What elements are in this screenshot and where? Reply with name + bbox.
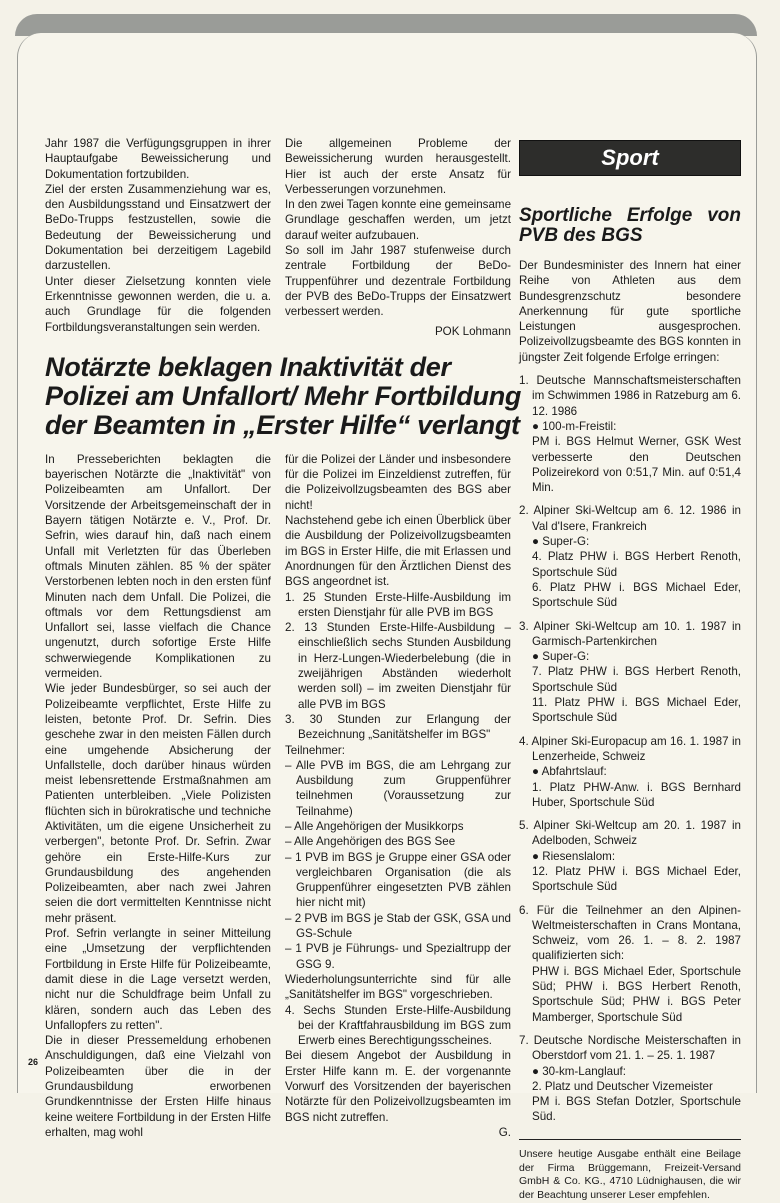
paragraph: Der Bundesminister des Innern hat einer Reihe von Athleten aus dem Bundesgrenzschutz besondere Anerkennung für gute sportliche Leistungen ausgesprochen. Polizeivollzugsbeamte des BGS konnten in jüngster Zeit folgende Erfolge erringen: — [519, 259, 741, 364]
event-heading: 7. Deutsche Nordische Meisterschaften in Oberstdorf vom 21. 1. – 25. 1. 1987 — [519, 1033, 741, 1063]
previous-article-mid-column — [285, 136, 511, 339]
article-headline: Notärzte beklagen Inaktivität der Polizei am Unfallort/ Mehr Fortbildung der Beamten in „Erster Hilfe“ verlangt — [45, 351, 522, 440]
result-item — [519, 818, 741, 894]
result-line: PM i. BGS Helmut Werner, GSK West verbesserte den Deutschen Polizeirekord von 0:51,7 Min. auf 0:51,4 Min. — [532, 435, 741, 495]
event-heading: 3. Alpiner Ski-Weltcup am 10. 1. 1987 in Garmisch-Partenkirchen — [519, 619, 741, 648]
participant-item: – Alle Angehörigen des BGS See — [285, 835, 456, 849]
event-heading: 2. Alpiner Ski-Weltcup am 6. 12. 1986 in Val d'Isere, Frankreich — [519, 504, 741, 533]
numbered-item: 4. Sechs Stunden Erste-Hilfe-Ausbildung bei der Kraftfahrausbildung im BGS zum Erwerb eines Berechtigungsscheines. — [285, 1003, 511, 1048]
paragraph: In den zwei Tagen konnte eine gemeinsame Grundlage geschaffen werden, um jetzt darauf weiter aufzubauen. — [285, 198, 512, 242]
result-item — [519, 503, 741, 610]
paragraph: Nachstehend gebe ich einen Überblick über die Ausbildung der Polizeivollzugsbeamten im BGS in Erster Hilfe, die mit Erlassen und Anordnungen für den Ärztlichen Dienst des BGS angeordnet ist. — [285, 514, 511, 589]
result-item — [519, 1033, 741, 1125]
result-line: 12. Platz PHW i. BGS Michael Eder, Sportschule Süd — [532, 864, 741, 894]
event-heading: 6. Für die Teilnehmer an den Alpinen-Weltmeisterschaften in Crans Montana, Schweiz, vom 26. 1. – 8. 2. 1987 qualifizierten sich: — [519, 903, 741, 963]
main-columns — [45, 136, 522, 1140]
participant-item: – Alle Angehörigen der Musikkorps — [285, 819, 464, 833]
previous-article — [45, 136, 511, 339]
paragraph: für die Polizei der Länder und insbesondere für die Polizei im Einzeldienst zutreffen, für die Polizeivollzugsbeamten des BGS aber nicht! — [285, 452, 511, 512]
result-item — [519, 619, 741, 726]
results-list — [519, 373, 741, 1125]
result-item — [519, 373, 741, 495]
author-signature: POK Lohmann — [434, 324, 511, 338]
sport-column — [519, 140, 741, 1203]
paragraph: Bei diesem Angebot der Ausbildung in Erster Hilfe kann m. E. der vorgenannte Vorwurf des Vorsitzenden der bayerischen Notärzte für den Polizeivollzugsbeamten im BGS nicht zutreffen. — [285, 1049, 511, 1124]
discipline: ● 100-m-Freistil: — [532, 419, 617, 433]
sport-article-title: Sportliche Erfolge von PVB des BGS — [519, 205, 741, 246]
previous-article-left-column — [45, 136, 271, 335]
result-line: 7. Platz PHW i. BGS Herbert Renoth, Sportschule Süd — [532, 665, 741, 694]
author-signature: G. — [498, 1125, 511, 1139]
result-line: PM i. BGS Stefan Dotzler, Sportschule Süd. — [532, 1095, 741, 1124]
participant-item: – 2 PVB im BGS je Stab der GSK, GSA und GS-Schule — [285, 911, 511, 941]
paragraph: In Presseberichten beklagten die bayerischen Notärzte die „Inaktivität" von Polizeibeamten am Unfallort. Der Vorsitzende der Arbeitsgemeinschaft der in Bayern tätigen Notärzte e. V., Prof. Dr. Sefrin, wies darauf hin, daß nach einem Unfall mit Verletzten für das Überleben oftmals Minuten zählen. 85 % der später Verstorbenen lebten noch in den ersten fünf Minuten nach dem Unfall. Die Polizei, die oftmals vor dem Rettungsdienst am Unfallort sei, lasse vielfach die Chance ungenutzt, durch sofortige Erste Hilfe schwerwiegende Komplikationen zu vermeiden. — [45, 452, 271, 681]
paragraph: So soll im Jahr 1987 stufenweise durch zentrale Fortbildung der BeDo-Truppenführer und dezentrale Fortbildung der PVB des BeDo-Trupps der Einsatzwert verbessert werden. — [285, 244, 511, 319]
numbered-item: 3. 30 Stunden zur Erlangung der Bezeichnung „Sanitätshelfer im BGS" — [285, 712, 511, 742]
article-mid-column — [285, 452, 511, 1140]
article-left-column — [45, 452, 271, 1140]
section-label-sport: Sport — [519, 140, 741, 176]
event-heading: 4. Alpiner Ski-Europacup am 16. 1. 1987 in Lenzerheide, Schweiz — [519, 734, 741, 763]
paragraph: Die in dieser Pressemeldung erhobenen Anschuldigungen, daß eine Vielzahl von Polizeibeamten über die in der Grundausbildung erworbenen Grundkenntnisse der Ersten Hilfe hinaus keine weitere Fortbildung in der Ersten Hilfe erhalten, mag wohl — [45, 1034, 271, 1139]
participants-label: Teilnehmer: — [285, 743, 345, 757]
paragraph: Jahr 1987 die Verfügungsgruppen in ihrer Hauptaufgabe Beweissicherung und Dokumentation fortzubilden. — [45, 137, 271, 181]
event-heading: 1. Deutsche Mannschaftsmeisterschaften im Schwimmen 1986 in Ratzeburg am 6. 12. 1986 — [519, 374, 741, 418]
result-line: 1. Platz PHW-Anw. i. BGS Bernhard Huber, Sportschule Süd — [532, 780, 741, 809]
result-line: 6. Platz PHW i. BGS Michael Eder, Sportschule Süd — [532, 580, 741, 610]
paragraph: Wie jeder Bundesbürger, so sei auch der Polizeibeamte verpflichtet, Erste Hilfe zu leisten, betonte Prof. Dr. Sefrin. Dies geschehe zwar in den meisten Fällen durch eine umgehende Absicherung der Unfallstelle, doch darüber hinaus würden meist lebensrettende Erstmaßnahmen am Patienten unterbleiben. „Viele Polizisten flüchten sich in bürokratische und techniche Aktivitäten, um die eigene Unsicherheit zu verbergen", betonte Prof. Dr. Sefrin. Zwar gehöre ein Erste-Hilfe-Kurs zur Grundausbildung des angehenden Polizeibeamten, aber nach zwei Jahren seien die dort vermittelten Kenntnisse nicht mehr präsent. — [45, 682, 271, 925]
result-line: 11. Platz PHW i. BGS Michael Eder, Sportschule Süd — [532, 696, 741, 725]
participant-item: – 1 PVB je Führungs- und Spezialtrupp der GSG 9. — [285, 942, 511, 971]
result-line: PHW i. BGS Michael Eder, Sportschule Süd; PHW i. BGS Herbert Renoth, Sportschule Süd; PHW i. BGS Peter Mamberger, Sportschule Süd — [532, 964, 741, 1024]
event-heading: 5. Alpiner Ski-Weltcup am 20. 1. 1987 in Adelboden, Schweiz — [519, 819, 741, 848]
discipline: ● Abfahrtslauf: — [532, 765, 607, 779]
supplement-notice: Unsere heutige Ausgabe enthält eine Beilage der Firma Brüggemann, Freizeit-Versand GmbH & Co. KG., 4710 Lüdnighausen, die wir der Beachtung unserer Leser empfehlen. — [519, 1139, 741, 1203]
discipline: ● 30-km-Langlauf: — [532, 1064, 627, 1078]
numbered-item: 1. 25 Stunden Erste-Hilfe-Ausbildung im ersten Dienstjahr für alle PVB im BGS — [285, 590, 511, 619]
participant-item: – 1 PVB im BGS je Gruppe einer GSA oder vergleichbaren Organisation (die als Gruppenführer eingesetzten PVB zählen hier nicht mit) — [285, 850, 511, 910]
participant-item: – Alle PVB im BGS, die am Lehrgang zur Ausbildung zum Gruppenführer teilnehmen (Voraussetzung zur Teilnahme) — [285, 758, 511, 818]
paragraph: Wiederholungsunterrichte sind für alle „Sanitätshelfer im BGS" vorgeschrieben. — [285, 972, 511, 1002]
paragraph: Ziel der ersten Zusammenziehung war es, den Ausbildungsstand und Einsatzwert der BeDo-Trupps festzustellen, sowie die Bedeutung der Beweissicherung und Dokumentation bei derzeitigem Lagebild darzustellen. — [45, 182, 271, 273]
result-line: 4. Platz PHW i. BGS Herbert Renoth, Sportschule Süd — [532, 550, 741, 579]
paragraph: Prof. Sefrin verlangte in seiner Mitteilung eine „Umsetzung der verpflichtenden Fortbildung in Erste Hilfe für Polizeibeamte, damit diese in die Lage versetzt werden, nicht nur die Schuldfrage beim Unfall zu klären, sondern auch das Leben des Unfallopfers zu retten". — [45, 927, 271, 1032]
result-item — [519, 734, 741, 810]
result-item — [519, 903, 741, 1025]
numbered-item: 2. 13 Stunden Erste-Hilfe-Ausbildung – einschließlich sechs Stunden Ausbildung in Herz-Lungen-Wiederbelebung (die in zweijährigen Abständen wiederholt werden soll) – im zweiten Dienstjahr für alle PVB im BGS — [285, 621, 511, 711]
result-line: 2. Platz und Deutscher Vizemeister — [532, 1079, 713, 1093]
paragraph: Die allgemeinen Probleme der Beweissicherung wurden herausgestellt. Hier ist auch der erste Ansatz für Verbesserungen vorzunehmen. — [285, 137, 511, 196]
discipline: ● Super-G: — [532, 650, 590, 664]
page-number: 26 — [28, 1057, 39, 1067]
discipline: ● Riesenslalom: — [532, 849, 616, 863]
discipline: ● Super-G: — [532, 535, 590, 549]
article-body — [45, 452, 511, 1140]
paragraph: Unter dieser Zielsetzung konnten viele Erkenntnisse gewonnen werden, die u. a. auch Grundlage für die folgenden Fortbildungsveranstaltungen sein werden. — [45, 274, 271, 334]
